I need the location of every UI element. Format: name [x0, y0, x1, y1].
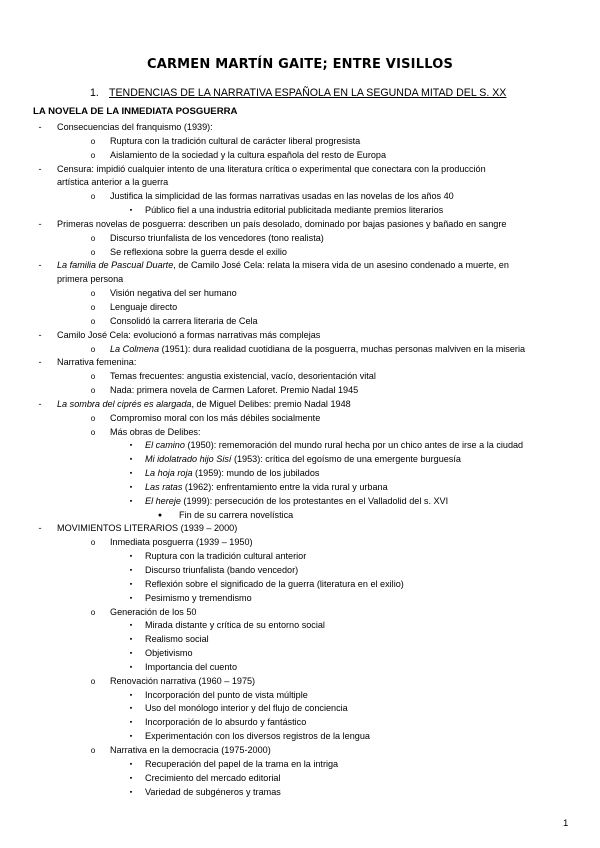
list-item-text: Mirada distante y crítica de su entorno social [145, 620, 325, 631]
list-item-text: Ruptura con la tradición cultural anterior [145, 551, 307, 562]
bullet-marker: - [38, 329, 42, 340]
bullet-marker: - [38, 260, 42, 271]
list-item-text: primera persona [57, 274, 124, 285]
bullet-marker: ▪ [129, 497, 133, 505]
bullet-marker: ▪ [129, 594, 133, 602]
list-item-text: El hereje (1999): persecución de los protestantes en el Valladolid del s. XVI [145, 495, 449, 506]
bullet-marker: o [90, 427, 96, 437]
list-item-text: Inmediata posguerra (1939 – 1950) [110, 537, 253, 548]
list-item [0, 204, 600, 218]
list-item-text: Importancia del cuento [145, 661, 238, 672]
outline-list [0, 121, 600, 799]
bullet-marker: ▪ [129, 207, 133, 215]
list-item-text: Incorporación de lo absurdo y fantástico [145, 717, 307, 728]
list-item [0, 232, 600, 246]
list-item [0, 716, 600, 730]
work-title: El camino [145, 440, 185, 451]
document-title: CARMEN MARTÍN GAITE; ENTRE VISILLOS [146, 57, 454, 72]
bullet-marker: o [90, 302, 96, 312]
list-item-text: Objetivismo [145, 648, 193, 659]
list-item [0, 495, 600, 509]
list-item [0, 259, 600, 273]
bullet-marker: - [38, 523, 42, 534]
list-item-text: Experimentación con los diversos registros de la lengua [145, 731, 370, 742]
list-item-text: MOVIMIENTOS LITERARIOS (1939 – 2000) [57, 523, 238, 534]
list-item-text: Discurso triunfalista (bando vencedor) [145, 565, 299, 575]
list-item-text: Narrativa femenina: [57, 357, 137, 368]
list-item-text: Fin de su carrera novelística [179, 509, 294, 520]
list-item [0, 467, 600, 481]
list-item [0, 273, 600, 287]
bullet-marker: o [90, 745, 96, 755]
work-title: Mi idolatrado hijo Sisí [145, 454, 232, 465]
section-number: 1. [90, 87, 99, 99]
list-item-text: Ruptura con la tradición cultural de carácter liberal progresista [110, 135, 361, 146]
list-item-text: El camino (1950): rememoración del mundo rural hecha por un chico antes de irse a la ciudad [145, 440, 524, 451]
list-item [0, 536, 600, 550]
bullet-marker: ▪ [129, 774, 133, 782]
list-item-text: La Colmena (1951): dura realidad cuotidiana de la posguerra, muchas personas malviven en la miseria [110, 343, 526, 354]
bullet-marker: ▪ [129, 705, 133, 713]
list-item [0, 218, 600, 232]
bullet-marker: ▪ [129, 553, 133, 561]
bullet-marker: o [90, 192, 96, 202]
bullet-marker: ▪ [129, 580, 133, 588]
bullet-marker: o [90, 233, 96, 243]
list-item-text: Primeras novelas de posguerra: describen un país desolado, dominado por bajas pasiones y bañado en sangre [57, 218, 507, 229]
bullet-marker: ▪ [129, 788, 133, 796]
list-item [0, 370, 600, 384]
list-item [0, 439, 600, 453]
list-item [0, 398, 600, 412]
work-title: La familia de Pascual Duarte [57, 260, 174, 271]
bullet-marker: o [90, 607, 96, 617]
list-item [0, 163, 600, 177]
list-item-text: La sombra del ciprés es alargada, de Miguel Delibes: premio Nadal 1948 [57, 398, 351, 409]
bullet-marker: o [90, 413, 96, 423]
list-item-text: Realismo social [145, 634, 209, 645]
list-item-text: Crecimiento del mercado editorial [145, 772, 281, 783]
list-item-text: Narrativa en la democracia (1975-2000) [110, 744, 271, 755]
bullet-marker: ▪ [129, 650, 133, 658]
list-item [0, 758, 600, 772]
list-item [0, 246, 600, 260]
list-item [0, 481, 600, 495]
list-item-text: La hoja roja (1959): mundo de los jubilados [145, 468, 320, 479]
bullet-marker: o [90, 136, 96, 146]
list-item-text: Lenguaje directo [110, 301, 178, 312]
list-item [0, 592, 600, 606]
bullet-marker: ▪ [129, 567, 133, 574]
list-item-text: Variedad de subgéneros y tramas [145, 786, 281, 797]
list-item-text: artística anterior a la guerra [57, 177, 169, 188]
list-item-text: Mi idolatrado hijo Sisí (1953): crítica del egoísmo de una emergente burguesía [145, 454, 461, 465]
list-item [0, 619, 600, 633]
bullet-marker: ● [157, 511, 163, 519]
list-item [0, 606, 600, 620]
list-item-text: Nada: primera novela de Carmen Laforet. Premio Nadal 1945 [110, 385, 359, 396]
list-item-text: Las ratas (1962): enfrentamiento entre la vida rural y urbana [145, 481, 388, 492]
list-item-text: Público fiel a una industria editorial publicitada mediante premios literarios [145, 205, 444, 216]
bullet-marker: - [38, 218, 42, 229]
list-item [0, 550, 600, 564]
list-item [0, 412, 600, 426]
list-item [0, 135, 600, 149]
bullet-marker: ▪ [129, 691, 133, 699]
list-item-text: Censura: impidió cualquier intento de una literatura crítica o experimental que conectara con la producción [57, 163, 486, 174]
list-item [0, 121, 600, 135]
list-item [0, 315, 600, 329]
work-title: Las ratas [145, 481, 183, 492]
list-item-text: Consolidó la carrera literaria de Cela [110, 315, 258, 326]
bullet-marker: o [90, 247, 96, 257]
list-item [0, 343, 600, 357]
section-title: TENDENCIAS DE LA NARRATIVA ESPAÑOLA EN LA SEGUNDA MITAD DEL S. XX [109, 87, 507, 99]
list-item [0, 329, 600, 343]
list-item [0, 426, 600, 440]
list-item-text: Recuperación del papel de la trama en la intriga [145, 758, 339, 769]
list-item-text: Renovación narrativa (1960 – 1975) [110, 675, 256, 686]
list-item [0, 633, 600, 647]
bullet-marker: ▪ [129, 456, 133, 464]
bullet-marker: - [38, 163, 42, 174]
bullet-marker: ▪ [129, 719, 133, 727]
bullet-marker: ▪ [129, 733, 133, 741]
list-item [0, 509, 600, 523]
list-item-text: Compromiso moral con los más débiles socialmente [110, 412, 321, 423]
page-number: 1 [563, 818, 569, 829]
list-item-text: Aislamiento de la sociedad y la cultura española del resto de Europa [110, 149, 387, 160]
list-item-text: Camilo José Cela: evolucionó a formas narrativas más complejas [57, 329, 321, 340]
list-item [0, 689, 600, 703]
list-item [0, 578, 600, 592]
bullet-marker: ▪ [129, 663, 133, 671]
list-item [0, 647, 600, 661]
bullet-marker: - [38, 398, 42, 409]
list-item [0, 149, 600, 163]
work-title: La sombra del ciprés es alargada [57, 398, 192, 409]
bullet-marker: o [90, 289, 96, 299]
bullet-marker: ▪ [129, 483, 133, 491]
list-item [0, 786, 600, 800]
list-item-text: Temas frecuentes: angustia existencial, vacío, desorientación vital [110, 371, 376, 382]
list-item-text: Justifica la simplicidad de las formas narrativas usadas en las novelas de los años 40 [110, 191, 454, 202]
list-item [0, 522, 600, 536]
list-item-text: Visión negativa del ser humano [110, 288, 237, 299]
list-item [0, 190, 600, 204]
list-item [0, 384, 600, 398]
bullet-marker: o [90, 372, 96, 382]
bullet-marker: ▪ [129, 442, 133, 450]
list-item [0, 744, 600, 758]
list-item [0, 661, 600, 675]
bullet-marker: ▪ [129, 760, 133, 768]
list-item [0, 287, 600, 301]
list-item-text: Generación de los 50 [110, 606, 197, 617]
work-title: La hoja roja [145, 468, 193, 479]
list-item [0, 356, 600, 370]
work-title: La Colmena [110, 343, 160, 354]
list-item [0, 564, 600, 578]
list-item-text: Discurso triunfalista de los vencedores (tono realista) [110, 232, 324, 243]
subsection-heading: LA NOVELA DE LA INMEDIATA POSGUERRA [33, 106, 238, 117]
bullet-marker: o [90, 150, 96, 160]
list-item-text: Incorporación del punto de vista múltiple [145, 689, 308, 700]
bullet-marker: ▪ [129, 622, 133, 630]
list-item [0, 301, 600, 315]
list-item-text: Pesimismo y tremendismo [145, 592, 252, 603]
bullet-marker: o [90, 344, 96, 354]
work-title: El hereje [145, 495, 181, 506]
list-item [0, 453, 600, 467]
bullet-marker: - [38, 357, 42, 368]
bullet-marker: ▪ [129, 636, 133, 644]
bullet-marker: o [90, 386, 96, 396]
list-item [0, 176, 600, 190]
bullet-marker: - [38, 122, 42, 132]
list-item-text: Se reflexiona sobre la guerra desde el exilio [110, 246, 287, 257]
bullet-marker: o [90, 676, 96, 686]
list-item [0, 702, 600, 716]
list-item-text: Uso del monólogo interior y del flujo de conciencia [145, 703, 348, 714]
list-item [0, 772, 600, 786]
list-item-text: La familia de Pascual Duarte, de Camilo José Cela: relata la misera vida de un asesino condenado a muerte, en [57, 260, 509, 271]
list-item-text: Más obras de Delibes: [110, 426, 201, 437]
list-item [0, 675, 600, 689]
section-heading [90, 87, 506, 99]
list-item-text: Consecuencias del franquismo (1939): [57, 122, 213, 132]
bullet-marker: o [90, 538, 96, 548]
bullet-marker: ▪ [129, 470, 133, 478]
list-item-text: Reflexión sobre el significado de la guerra (literatura en el exilio) [145, 578, 404, 589]
bullet-marker: o [90, 316, 96, 326]
list-item [0, 730, 600, 744]
